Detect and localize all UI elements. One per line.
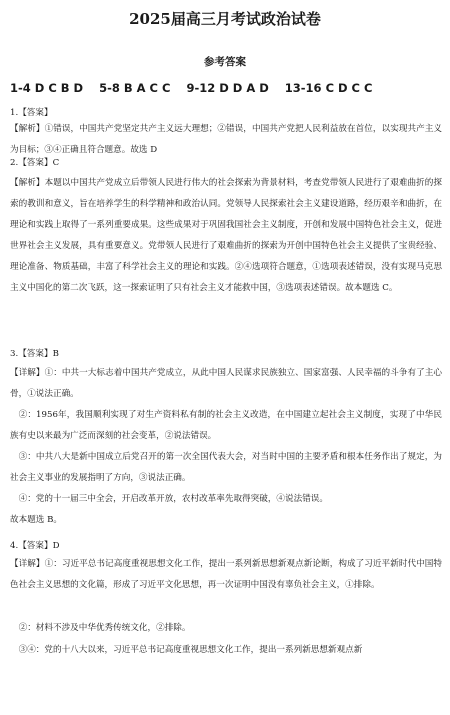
q3-detail-1: 【详解】①：中共一大标志着中国共产党成立，从此中国人民谋求民族独立、国家富强、人民幸福的斗争有了主心骨，①说法正确。 [10,368,442,399]
q3-conclusion: 故本题选 B。 [10,515,63,525]
q3-detail-3: ③：中共八大是新中国成立后党召开的第一次全国代表大会，对当时中国的主要矛盾和根本任务作出了规定，为社会主义事业的发展指明了方向，③说法正确。 [10,452,442,483]
q4-answer-label: 4.【答案】D [10,541,60,551]
q4-detail-1: 【详解】①：习近平总书记高度重视思想文化工作，提出一系列新思想新观点新论断，构成了习近平新时代中国特色社会主义思想的文化篇，形成了习近平文化思想，再一次证明中国没有辜负社会主义，①排除。 [10,559,442,590]
q1-explanation: 【解析】①错误，中国共产党坚定共产主义远大理想；②错误，中国共产党把人民利益放在首位，以实现共产主义为目标；③④正确且符合题意。故选 D [10,124,442,155]
page-title: 2025届高三月考试政治试卷 [129,10,321,28]
q4-detail-3: ③④：党的十八大以来，习近平总书记高度重视思想文化工作，提出一系列新思想新观点新 [18,645,363,655]
q3-answer-label: 3.【答案】B [10,349,59,359]
q3-detail-2: ②：1956年，我国顺利实现了对生产资料私有制的社会主义改造，在中国建立起社会主义制度，实现了中华民族有史以来最为广泛而深刻的社会变革，②说法错误。 [10,410,442,441]
answer-group-2: 5-8 B A C C [99,81,171,95]
answer-group-4: 13-16 C D C C [284,81,373,95]
page-subtitle: 参考答案 [204,56,246,68]
q2-explanation: 【解析】本题以中国共产党成立后带领人民进行伟大的社会探索为背景材料，考查党带领人民进行了艰难曲折的探索的教训和意义，旨在培养学生的科学精神和政治认同。党领导人民探索社会主义建设道路，经历艰辛和曲折，在理论和实践上取得了一系列重要成果。这些成果对于巩固我国社会主义制度，开创和发展中国特色社会主义，促进世界社会主义发展，具有重要意义。党带领人民进行了艰难曲折的探索为开创中国特色社会主义提供了宝贵经验、理论准备、物质基础，丰富了科学社会主义的理论和实践。②④选项符合题意，①选项表述错误，没有实现马克思主义中国化的第二次飞跃，这一探索证明了只有社会主义才能救中国，③选项表述错误。故本题选 C。 [10,178,442,293]
q1-answer-label: 1.【答案】 [10,108,53,118]
q3-detail-4: ④：党的十一届三中全会，开启改革开放，农村改革率先取得突破，④说法错误。 [18,494,328,504]
answer-group-3: 9-12 D D A D [186,81,269,95]
answer-group-1: 1-4 D C B D [10,81,84,95]
q4-detail-2: ②：材料不涉及中华优秀传统文化，②排除。 [18,623,191,633]
q2-answer-label: 2.【答案】C [10,158,60,168]
answer-key-row [10,81,388,95]
